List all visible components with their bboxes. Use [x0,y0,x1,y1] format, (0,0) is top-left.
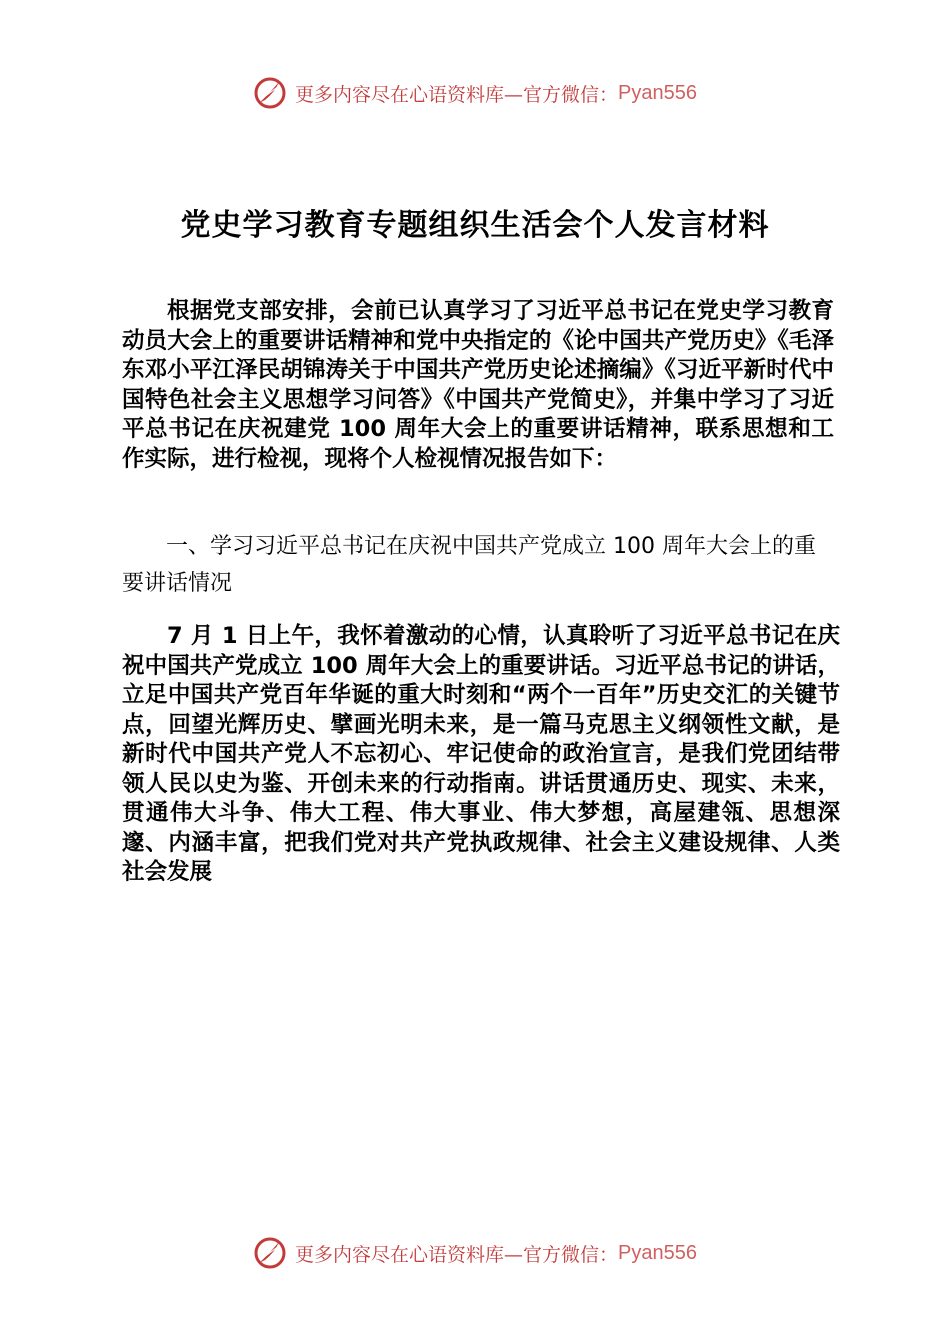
body-paragraph: 7 月 1 日上午，我怀着激动的心情，认真聆听了习近平总书记在庆祝中国共产党成立 100 周年大会上的重要讲话。习近平总书记的讲话，立足中国共产党百年华诞的重大时刻和“两个一百年”历史交汇的关键节点，回望光辉历史、擘画光明未来，是一篇马克思主义纲领性文献，是新时代中国共产党人不忘初心、牢记使命的政治宣言，是我们党团结带领人民以史为鉴、开创未来的行动指南。讲话贯通历史、现实、未来，贯通伟大斗争、伟大工程、伟大事业、伟大梦想，高屋建瓴、思想深邃、内涵丰富，把我们党对共产党执政规律、社会主义建设规律、人类社会发展 [122,623,840,885]
section-heading: 一、学习习近平总书记在庆祝中国共产党成立 100 周年大会上的重要讲话情况 [122,534,816,596]
quill-circle-icon [253,1236,287,1270]
intro-paragraph: 根据党支部安排，会前已认真学习了习近平总书记在党史学习教育动员大会上的重要讲话精神和党中央指定的《论中国共产党历史》《毛泽东邓小平江泽民胡锦涛关于中国共产党历史论述摘编》《习近平新时代中国特色社会主义思想学习问答》《中国共产党简史》，并集中学习了习近平总书记在庆祝建党 100 周年大会上的重要讲话精神，联系思想和工作实际，进行检视，现将个人检视情况报告如下： [122,298,834,472]
footer-banner [0,1233,950,1273]
document-title: 党史学习教育专题组织生活会个人发言材料 [180,208,770,243]
wechat-id: Pyan556 [618,1241,697,1264]
wechat-id: Pyan556 [618,81,697,104]
banner-text: 更多内容尽在心语资料库—官方微信： [295,83,619,106]
banner-text: 更多内容尽在心语资料库—官方微信： [295,1243,619,1266]
quill-circle-icon [253,76,287,110]
header-banner [0,73,950,113]
